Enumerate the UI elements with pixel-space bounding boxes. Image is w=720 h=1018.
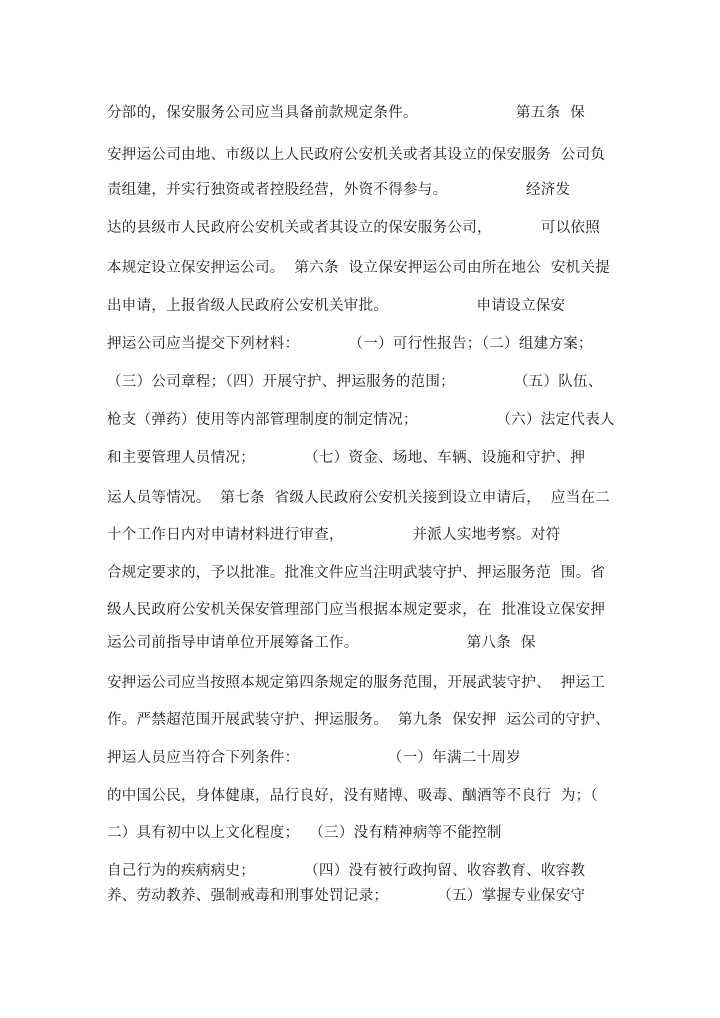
text-line: （三）公司章程；（四）开展守护、押运服务的范围； （五）队伍、 <box>107 374 603 390</box>
text-line: 二）具有初中以上文化程度； （三）没有精神病等不能控制 <box>107 825 502 841</box>
text-line: 安押运公司由地、市级以上人民政府公安机关或者其设立的保安服务 公司负 <box>107 147 606 163</box>
text-line: 押运公司应当提交下列材料： （一）可行性报告；（二）组建方案； <box>107 336 593 352</box>
text-line: 十个工作日内对申请材料进行审查， 并派人实地考察。对符 <box>107 527 561 543</box>
text-line: 合规定要求的，予以批准。批准文件应当注明武装守护、押运服务范 围。省 <box>107 565 606 581</box>
text-line: 运公司前指导申请单位开展筹备工作。 第八条 保 <box>107 635 536 651</box>
text-line: 出申请，上报省级人民政府公安机关审批。 申请设立保安 <box>107 298 566 314</box>
text-line: 本规定设立保安押运公司。 第六条 设立保安押运公司由所在地公 安机关提 <box>107 260 611 276</box>
text-line: 安押运公司应当按照本规定第四条规定的服务范围，开展武装守护、 押运工 <box>107 675 606 691</box>
text-line: 养、劳动教养、强制戒毒和刑事处罚记录； （五）掌握专业保安守 <box>107 888 586 904</box>
text-line: 分部的，保安服务公司应当具备前款规定条件。 第五条 保 <box>107 105 585 121</box>
text-line: 作。严禁超范围开展武装守护、押运服务。 第九条 保安押 运公司的守护、 <box>107 712 611 728</box>
text-line: 运人员等情况。 第七条 省级人民政府公安机关接到设立申请后， 应当在二 <box>107 490 611 506</box>
text-line: 押运人员应当符合下列条件： （一）年满二十周岁 <box>107 750 521 766</box>
text-line: 枪支（弹药）使用等内部管理制度的制定情况； （六）法定代表人 <box>107 412 615 428</box>
text-line: 达的县级市人民政府公安机关或者其设立的保安服务公司， 可以依照 <box>107 220 601 236</box>
text-line: 责组建，并实行独资或者控股经营，外资不得参与。 经济发 <box>107 182 571 198</box>
text-line: 级人民政府公安机关保安管理部门应当根据本规定要求，在 批准设立保安押 <box>107 602 606 618</box>
text-line: 和主要管理人员情况； （七）资金、场地、车辆、设施和守护、押 <box>107 450 586 466</box>
text-line: 的中国公民，身体健康，品行良好，没有赌博、吸毒、酗酒等不良行 为；（ <box>107 788 598 804</box>
text-line: 自己行为的疾病病史； （四）没有被行政拘留、收容教育、收容教 <box>107 863 586 879</box>
